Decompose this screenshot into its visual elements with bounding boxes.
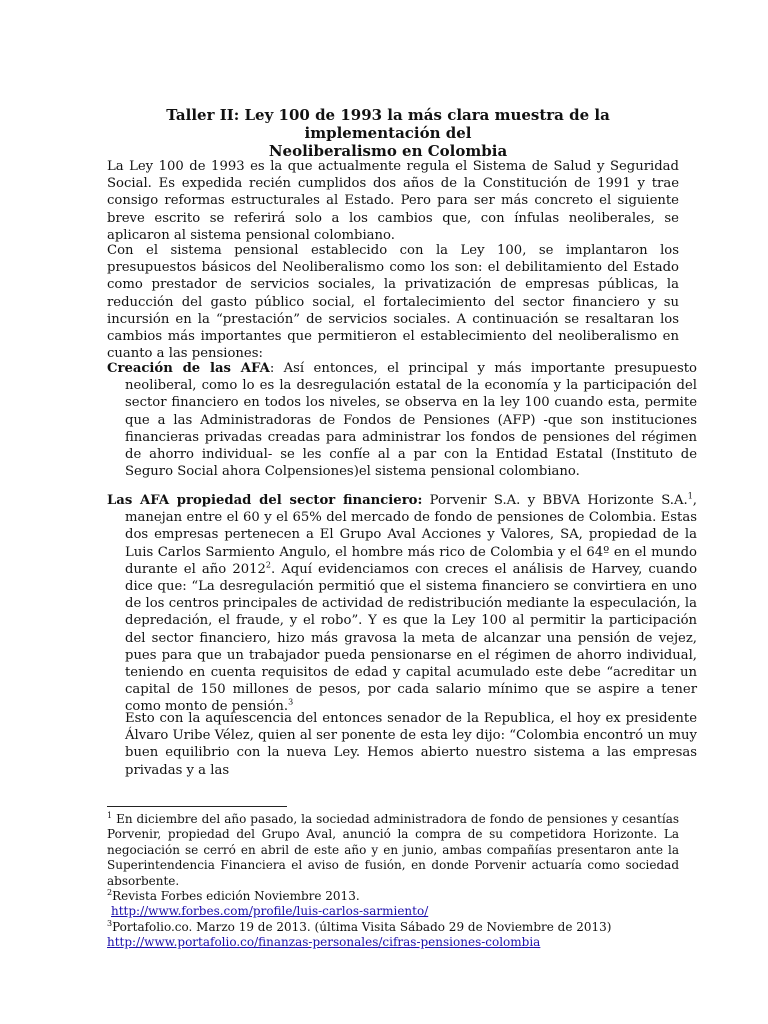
footnote-3-link[interactable]: http://www.portafolio.co/finanzas-personales/cifras-pensiones-colombia (107, 935, 541, 950)
footnote-2-link[interactable]: http://www.forbes.com/profile/luis-carlos-sarmiento/ (111, 904, 429, 919)
footnote-3 (107, 920, 679, 935)
paragraph-intro: La Ley 100 de 1993 es la que actualmente regula el Sistema de Salud y Seguridad Social. Es expedida recién cumplidos dos años de la Constitución de 1991 y trae consigo reformas estructurales al Estado. Pero para ser más concreto el siguiente breve escrito se referirá solo a los cambios que, con ínfulas neoliberales, se aplicaron al sistema pensional colombiano. (107, 159, 679, 243)
footnote-2-mark: 2 (107, 888, 113, 898)
section-afa-sector-financiero (107, 492, 697, 716)
section-heading-afa-sector: Las AFA propiedad del sector financiero: (107, 493, 423, 508)
footnote-divider (107, 806, 287, 807)
footnote-ref-3[interactable]: 3 (288, 698, 294, 708)
footnote-1 (107, 812, 679, 889)
footnote-1-mark: 1 (107, 811, 113, 820)
section-body-part-b: , manejan entre el 60 y el 65% del mercado de fondo de pensiones de Colombia. Estas dos empresas pertenecen a El Grupo Aval Acciones y Valores, SA, propiedad de la Luis Carlos Sarmiento Angulo, el hombre más rico de Colombia y el 64º en el mundo durante el año 2012 (125, 493, 697, 577)
footnote-2-link-line (107, 904, 679, 919)
footnote-3-text: Portafolio.co. Marzo 19 de 2013. (última Visita Sábado 29 de Noviembre de 2013) (112, 919, 612, 934)
section-creacion-afa (107, 360, 697, 480)
footnotes (107, 812, 679, 951)
paragraph-uribe-quote: Esto con la aquiescencia del entonces senador de la Republica, el hoy ex presidente Álvaro Uribe Vélez, quien al ser ponente de esta ley dijo: “Colombia encontró un muy buen equilibrio con la nueva Ley. Hemos abierto nuestro sistema a las empresas privadas y a las (125, 711, 697, 778)
section-heading-creacion-afa: Creación de las AFA (107, 361, 270, 376)
title-line-2: Neoliberalismo en Colombia (268, 142, 508, 160)
section-body-creacion-afa: : Así entonces, el principal y más importante presupuesto neoliberal, como lo es la desregulación estatal de la economía y la participación del sector financiero en todos los niveles, se observa en la ley 100 cuando esta, permite que a las Administradoras de Fondos de Pensiones (AFP) -que son instituciones financieras privadas creadas para administrar los fondos de pensiones del régimen de ahorro individual- se les confíe al a par con la Entidad Estatal (Instituto de Seguro Social ahora Colpensiones)el sistema pensional colombiano. (125, 361, 697, 480)
footnote-2 (107, 889, 679, 904)
page-title (100, 106, 676, 160)
paragraph-pension-system: Con el sistema pensional establecido con la Ley 100, se implantaron los presupuestos básicos del Neoliberalismo como los son: el debilitamiento del Estado como prestador de servicios sociales, la privatización de empresas públicas, la reducción del gasto público social, el fortalecimiento del sector financiero y su incursión en la “prestación” de servicios sociales. A continuación se resaltaran los cambios más importantes que permitieron el establecimiento del neoliberalismo en cuanto a las pensiones: (107, 243, 679, 362)
section-body-part-c: . Aquí evidenciamos con creces el análisis de Harvey, cuando dice que: “La desregulación permitió que el sistema financiero se convirtiera en uno de los centros principales de actividad de redistribución mediante la especulación, la depredación, el fraude, y el robo”. Y es que la Ley 100 al permitir la participación del sector financiero, hizo más gravosa la meta de alcanzar una pensión de vejez, pues para que un trabajador pueda pensionarse en el régimen de ahorro individual, teniendo en cuenta requisitos de edad y capital acumulado este debe “acreditar un capital de 150 millones de pesos, por cada salario mínimo que se aspire a tener como monto de pensión. (125, 561, 698, 715)
title-line-1: Taller II: Ley 100 de 1993 la más clara muestra de la implementación del (166, 106, 610, 142)
footnote-1-text: En diciembre del año pasado, la sociedad administradora de fondo de pensiones y cesantías Porvenir, propiedad del Grupo Aval, anunció la compra de su competidora Horizonte. La negociación se cerró en abril de este año y en junio, ambas compañías presentaron ante la Superintendencia Financiera el aviso de fusión, en donde Porvenir actuaría como sociedad absorbente. (107, 812, 679, 888)
footnote-ref-2[interactable]: 2 (265, 560, 271, 570)
section-body-part-a: Porvenir S.A. y BBVA Horizonte S.A. (422, 493, 688, 508)
footnote-ref-1[interactable]: 1 (687, 491, 693, 501)
footnote-2-text: Revista Forbes edición Noviembre 2013. (112, 889, 360, 904)
footnote-3-mark: 3 (107, 918, 113, 928)
footnote-3-link-line (107, 935, 679, 950)
